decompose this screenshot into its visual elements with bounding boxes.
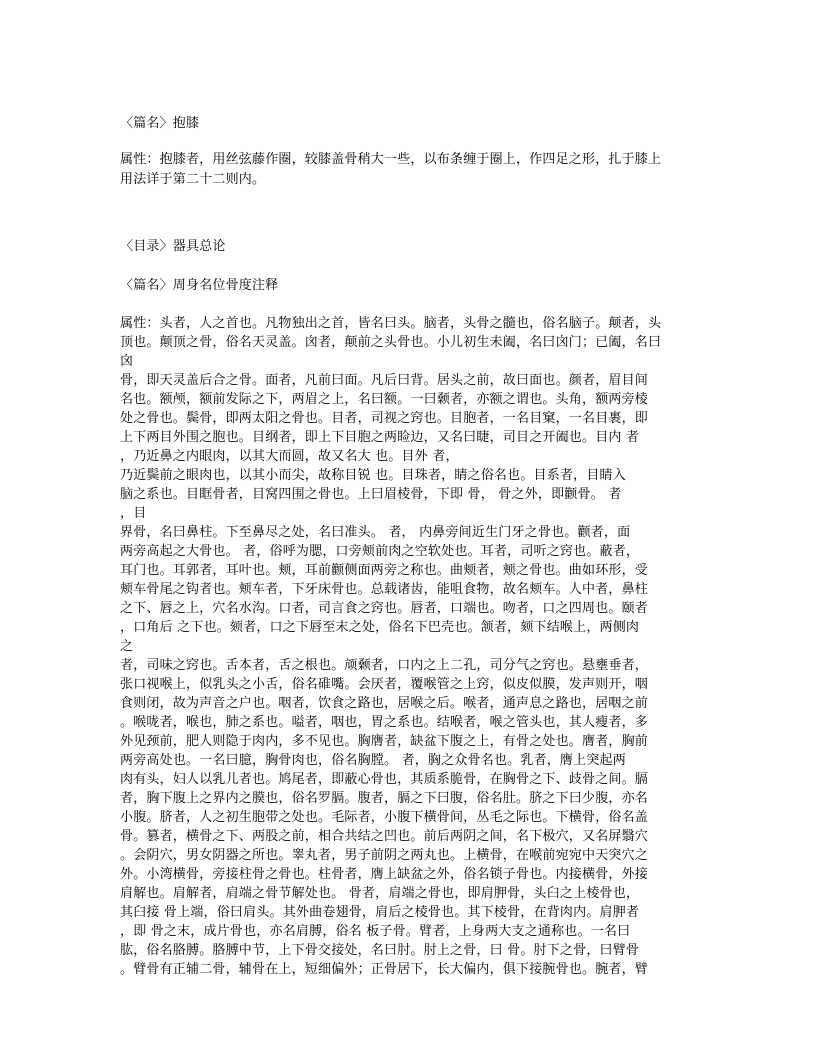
second-body-line: 之 — [120, 639, 134, 654]
catalog-heading: 〈目录〉器具总论 — [120, 239, 226, 254]
second-body-line: 外见颈前，肥人则隐于肉内，多不见也。胸膺者，缺盆下腹之上，有骨之处也。膺者，胸前 — [120, 734, 649, 749]
second-body-line: 顶也。颠顶之骨，俗名天灵盖。囟者，颠前之头骨也。小儿初生未阖，名曰囟门；已阖，名曰 — [120, 335, 662, 350]
first-section-title: 〈篇名〉抱膝 — [120, 116, 200, 131]
second-body-line: 食则闭，故为声音之户也。咽者，饮食之路也，居喉之后。喉者，通声息之路也，居咽之前 — [120, 696, 649, 711]
second-body-line: 名也。额颅，额前发际之下，两眉之上，名曰额。一曰颡者，亦额之谓也。头角，额两旁棱 — [120, 392, 649, 407]
second-body-line: 张口视喉上，似乳头之小舌，俗名碓嘴。会厌者，覆喉管之上窍，似皮似膜，发声则开，咽 — [120, 677, 649, 692]
second-body-line: 小腹。脐者，人之初生胞带之处也。毛际者，小腹下横骨间，丛毛之际也。下横骨，俗名盖 — [120, 810, 649, 825]
second-body-line: 两旁高起之大骨也。 者，俗呼为腮，口旁颊前肉之空软处也。耳者，司听之窍也。蔽者， — [120, 544, 640, 559]
second-body-line: ，目 — [120, 506, 147, 521]
second-body-line: 处之骨也。鬓骨，即两太阳之骨也。目者，司视之窍也。目胞者，一名目窠，一名目裹，即 — [120, 411, 649, 426]
second-body-line: 骨，即天灵盖后合之骨。面者，凡前曰面。凡后曰背。居头之前，故曰面也。颜者，眉目间 — [120, 373, 649, 388]
second-body-line: 上下两目外围之胞也。目纲者，即上下目胞之两睑边，又名曰睫，司目之开阖也。目内 者 — [120, 430, 640, 445]
second-body-line: 界骨，名曰鼻柱。下至鼻尽之处，名曰准头。 者， 内鼻旁间近生门牙之骨也。颧者，面 — [120, 525, 631, 540]
second-body-line: 肱，俗名胳膊。胳膊中节，上下骨交接处，名曰肘。肘上之骨，曰 骨。肘下之骨，曰臂骨 — [120, 943, 640, 958]
second-body-line: 。会阴穴，男女阴器之所也。睾丸者，男子前阴之两丸也。上横骨，在喉前宛宛中天突穴之 — [120, 848, 649, 863]
second-body-line: 骨。篡者，横骨之下、两股之前，相合共结之凹也。前后两阴之间，名下极穴，又名屏翳穴 — [120, 829, 649, 844]
second-body-line: 脑之系也。目眶骨者，目窝四围之骨也。上曰眉棱骨，下即 骨， 骨之外，即颧骨。 者 — [120, 487, 622, 502]
second-body-line: 耳门也。耳郭者，耳叶也。颊，耳前颧侧面两旁之称也。曲颊者，颊之骨也。曲如环形，受 — [120, 563, 649, 578]
second-body-line: 其臼接 骨上端，俗曰肩头。其外曲卷翅骨，肩后之棱骨也。其下棱骨，在背肉内。肩胛者 — [120, 905, 640, 920]
second-body-line: 颊车骨尾之钩者也。颊车者，下牙床骨也。总载诸齿，能咀食物，故名颊车。人中者，鼻柱 — [120, 582, 649, 597]
second-body-line: 。喉咙者，喉也，肺之系也。嗌者，咽也，胃之系也。结喉者，喉之管头也，其人瘦者，多 — [120, 715, 649, 730]
second-body-line: 之下、唇之上，穴名水沟。口者，司言食之窍也。唇者，口端也。吻者，口之四周也。颐者 — [120, 601, 649, 616]
second-body-line: 。臂骨有正辅二骨，辅骨在上，短细偏外；正骨居下，长大偏内，俱下接腕骨也。腕者，臂 — [120, 962, 649, 977]
second-body-line: ，乃近鼻之内眼肉，以其大而圆，故又名大 也。目外 者， — [120, 449, 459, 464]
second-body-line: ，即 骨之末，成片骨也，亦名肩膊，俗名 板子骨。臂者，上身两大支之通称也。一名曰 — [120, 924, 631, 939]
second-body-line: 外。小湾横骨，旁接柱骨之骨也。柱骨者，膺上缺盆之外，俗名锁子骨也。内接横骨，外接 — [120, 867, 649, 882]
first-body-line: 属性：抱膝者，用丝弦藤作圈，较膝盖骨稍大一些，以布条缠于圈上，作四足之形，扎于膝上 — [120, 152, 662, 167]
second-body-line: 乃近鬓前之眼肉也，以其小而尖，故称目锐 也。目珠者，睛之俗名也。目系者，目睛入 — [120, 468, 626, 483]
second-body-line: 肉有头，妇人以乳儿者也。鸠尾者，即蔽心骨也，其质系脆骨，在胸骨之下、歧骨之间。膈 — [120, 772, 649, 787]
second-body-line: 属性：头者，人之首也。凡物独出之首，皆名曰头。脑者，头骨之髓也，俗名脑子。颠者，头 — [120, 316, 662, 331]
second-body-line: ，口角后 之下也。颏者，口之下唇至末之处，俗名下巴壳也。颔者，颏下结喉上，两侧肉 — [120, 620, 640, 635]
first-body-line: 用法详于第二十二则内。 — [120, 172, 266, 187]
second-body-line: 囟 — [120, 354, 134, 369]
second-body-line: 者，司味之窍也。舌本者，舌之根也。颃颡者，口内之上二孔，司分气之窍也。悬壅垂者， — [120, 658, 649, 673]
second-section-title: 〈篇名〉周身名位骨度注释 — [120, 278, 279, 293]
second-body-line: 者，胸下腹上之界内之膜也，俗名罗膈。腹者，膈之下曰腹，俗名肚。脐之下曰少腹，亦名 — [120, 791, 649, 806]
second-body-line: 两旁高处也。一名曰臆，胸骨肉也，俗名胸膛。 者，胸之众骨名也。乳者，膺上突起两 — [120, 753, 626, 768]
second-body-line: 肩解也。肩解者，肩端之骨节解处也。 骨者，肩端之骨也，即肩胛骨，头臼之上棱骨也， — [120, 886, 640, 901]
